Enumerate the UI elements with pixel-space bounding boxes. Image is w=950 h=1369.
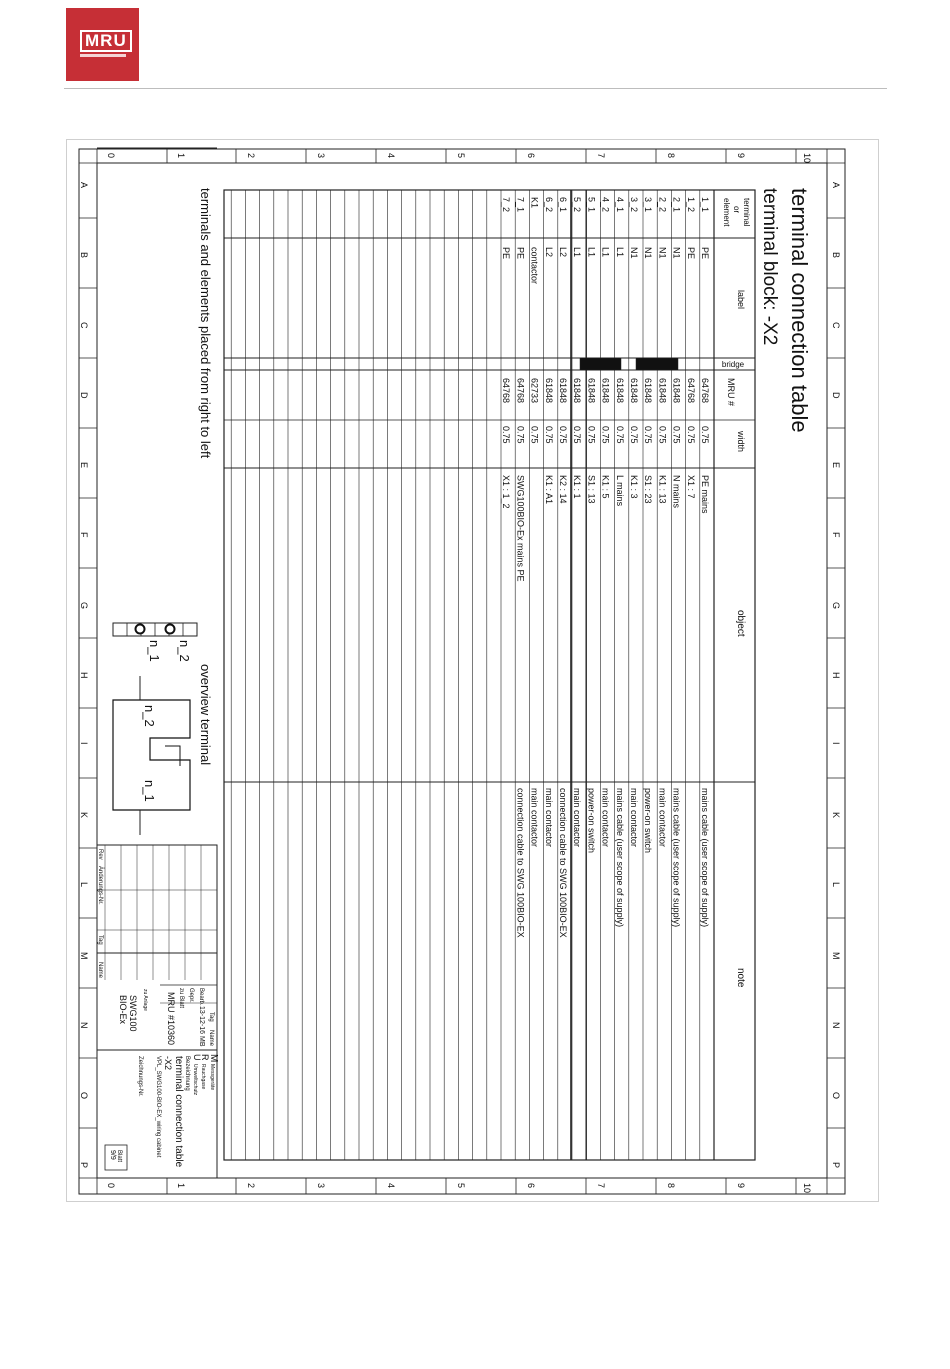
tb-company-M: M	[208, 1054, 219, 1063]
tb-date: Tag	[97, 935, 103, 945]
header-bridge: bridge	[721, 360, 745, 369]
zone-letter-right: N	[831, 1022, 841, 1029]
overview-label: overview terminal	[198, 664, 213, 766]
cell-object: L mains	[614, 475, 625, 507]
tb-bezeichnung: Bezeichnung	[184, 1056, 190, 1091]
cell-note: main contactor	[657, 788, 668, 848]
table-row	[515, 197, 525, 938]
cell-width: 0.75	[700, 426, 710, 444]
cell-label: L2	[543, 247, 554, 258]
cell-label: L2	[558, 247, 568, 258]
zone-number-bottom: 7	[596, 1183, 606, 1189]
zone-letter-left: D	[79, 392, 89, 399]
table-row	[572, 197, 582, 847]
zone-letter-left: B	[79, 252, 89, 259]
table-row	[544, 197, 554, 847]
table-row	[629, 197, 639, 847]
zone-letter-right: P	[831, 1162, 841, 1169]
zone-number-top: 5	[456, 153, 466, 159]
cell-note: main contactor	[572, 788, 583, 848]
terminal-n2-circle	[166, 625, 175, 634]
cell-mru: 61848	[572, 378, 583, 404]
zone-letter-left: C	[79, 322, 89, 329]
cell-terminal: 6_1	[558, 197, 568, 213]
cell-terminal: 1_2	[685, 197, 696, 213]
table-row	[615, 197, 625, 927]
cell-width: 0.75	[558, 426, 568, 444]
zone-number-top: 8	[666, 153, 676, 159]
cell-mru: 61848	[614, 378, 625, 404]
header-mru: MRU #	[726, 378, 736, 407]
tb-product-2: BIO-Ex	[118, 995, 128, 1025]
cell-terminal: 3_2	[629, 197, 639, 213]
bridge-marker	[580, 358, 621, 370]
zone-number-bottom: 3	[316, 1183, 326, 1189]
zone-number-top: 7	[596, 153, 606, 159]
table-row	[601, 197, 611, 847]
tb-company-2: Rauchgase	[200, 1064, 206, 1090]
header-note: note	[735, 968, 746, 988]
cell-label: N1	[629, 247, 639, 259]
cell-object: SWG100BIO-Ex mains PE	[515, 475, 526, 582]
cell-label: PE	[685, 247, 696, 260]
zone-letter-right: L	[831, 882, 841, 888]
zone-letter-left: A	[79, 182, 89, 189]
zone-number-bottom: 6	[526, 1183, 536, 1189]
cell-object: X1 : 7	[685, 475, 696, 499]
table-row	[672, 197, 682, 927]
zone-number-bottom: 8	[666, 1183, 676, 1189]
cell-note: main contactor	[629, 788, 639, 848]
cell-label: L1	[572, 247, 583, 258]
zone-letter-left: N	[79, 1022, 89, 1029]
cell-width: 0.75	[685, 426, 696, 444]
table-row	[700, 197, 710, 927]
cell-note: connection cable to SWG 100BIO-EX	[558, 788, 568, 938]
tb-company-R: R	[200, 1054, 210, 1061]
cell-object: K2 : 14	[558, 475, 568, 504]
cell-terminal: 3_1	[643, 197, 654, 213]
cell-width: 0.75	[529, 426, 540, 444]
cell-mru: 61848	[600, 378, 611, 404]
cell-object: K1 : 5	[600, 475, 611, 499]
zone-number-top: 9	[736, 153, 746, 159]
cell-mru: 61848	[671, 378, 682, 404]
zone-number-top: 10	[802, 153, 812, 164]
table-row	[586, 197, 596, 853]
table-row	[643, 197, 653, 853]
tb-hint: zu Anlage	[142, 989, 148, 1011]
zone-letter-right: G	[831, 602, 841, 610]
cell-terminal: K1	[529, 197, 540, 209]
zone-number-top: 3	[316, 153, 326, 159]
zone-letter-right: O	[831, 1092, 841, 1100]
cell-width: 0.75	[657, 426, 668, 444]
cell-terminal: 7_2	[501, 197, 512, 213]
cell-note: mains cable (user scope of supply)	[614, 788, 625, 928]
zone-letter-right: A	[831, 182, 841, 189]
tb-drawing-no: Zeichnungs-Nr.	[137, 1056, 143, 1097]
zone-number-bottom: 2	[246, 1183, 256, 1189]
cell-note: power-on switch	[643, 788, 654, 854]
tb-company-U: U	[192, 1054, 202, 1061]
cell-terminal: 7_1	[515, 197, 526, 213]
table-row	[558, 197, 568, 938]
cell-object: K1 : A1	[543, 475, 554, 505]
cell-mru: 64768	[685, 378, 696, 404]
zone-letter-left: E	[79, 462, 89, 469]
cell-width: 0.75	[643, 426, 654, 444]
tb-bearb-name: MB	[198, 1036, 205, 1047]
cell-mru: 64768	[700, 378, 710, 404]
cell-terminal: 5_2	[572, 197, 583, 213]
header-width: width	[736, 431, 746, 453]
cell-label: N1	[671, 247, 682, 259]
zone-number-bottom: 1	[176, 1183, 186, 1189]
cell-terminal: 2_1	[671, 197, 682, 213]
zone-letter-right: K	[831, 812, 841, 819]
cell-mru: 61848	[629, 378, 639, 404]
header-object: object	[735, 610, 746, 637]
cell-terminal: 5_1	[586, 197, 597, 213]
cell-object: S1 : 13	[586, 475, 597, 504]
tb-sheet-label: Blatt	[116, 1150, 122, 1163]
cell-width: 0.75	[515, 426, 526, 444]
header-terminal-or: or	[732, 206, 741, 214]
logo-text: MRU	[80, 30, 132, 52]
header-terminal: terminal	[742, 198, 751, 227]
tb-rev: Rev	[97, 849, 103, 860]
zone-letter-right: F	[831, 532, 841, 538]
cell-label: PE	[700, 247, 710, 260]
zone-letter-left: L	[79, 882, 89, 888]
cell-mru: 64768	[515, 378, 526, 404]
zone-number-top: 4	[386, 153, 396, 159]
tb-col-name: Name	[208, 1030, 214, 1047]
cell-mru: 64768	[501, 378, 512, 404]
cell-width: 0.75	[629, 426, 639, 444]
cell-width: 0.75	[614, 426, 625, 444]
header-terminal-element: element	[722, 198, 731, 227]
cell-label: N1	[643, 247, 654, 259]
cell-object: N mains	[671, 475, 682, 509]
zone-number-top: 0	[106, 153, 116, 159]
cell-label: N1	[657, 247, 668, 259]
connector-n2-label: n_2	[142, 705, 157, 727]
zone-letter-left: G	[79, 602, 89, 610]
cell-object: K1 : 1	[572, 475, 583, 499]
tb-project: MRU #10360	[166, 992, 176, 1046]
drawing-subtitle: terminal block: -X2	[759, 188, 780, 346]
cell-object: K1 : 3	[629, 475, 639, 499]
zone-letter-left: F	[79, 532, 89, 538]
zone-letter-right: I	[831, 742, 841, 745]
zone-number-bottom: 4	[386, 1183, 396, 1189]
zone-letter-left: M	[79, 952, 89, 960]
zone-number-top: 1	[176, 153, 186, 159]
header-label: label	[736, 290, 746, 310]
tb-zu: zu Blatt	[178, 988, 184, 1009]
zone-number-bottom: 10	[802, 1183, 812, 1194]
terminal-n2-label: n_2	[177, 640, 192, 662]
cell-width: 0.75	[572, 426, 583, 444]
zone-letter-right: B	[831, 252, 841, 259]
table-frame	[224, 190, 755, 1160]
cell-note: power-on switch	[586, 788, 597, 854]
table-row	[657, 197, 667, 847]
cell-label: contactor	[529, 247, 540, 285]
cell-mru: 61848	[643, 378, 654, 404]
cell-label: PE	[501, 247, 512, 260]
cell-note: main contactor	[600, 788, 611, 848]
tb-bearb: Bearb.	[198, 988, 204, 1006]
zone-number-top: 2	[246, 153, 256, 159]
zone-letter-right: D	[831, 392, 841, 399]
bridge-marker	[636, 358, 678, 370]
zone-letter-left: P	[79, 1162, 89, 1169]
cell-mru: 61848	[586, 378, 597, 404]
tb-company-3: Umweltschutz	[192, 1064, 198, 1096]
zone-number-bottom: 0	[106, 1183, 116, 1189]
side-caption: terminals and elements placed from right to left	[198, 188, 213, 459]
tb-name: Name	[97, 962, 103, 979]
zone-number-top: 6	[526, 153, 536, 159]
tb-sheet-value: 9/9	[109, 1150, 116, 1160]
connector-notch	[165, 746, 180, 766]
zone-letter-right: M	[831, 952, 841, 960]
drawing-title: terminal connection table	[787, 188, 812, 433]
cell-terminal: 2_2	[657, 197, 668, 213]
terminal-n1-label: n_1	[147, 640, 162, 662]
cell-terminal: 6_2	[543, 197, 554, 213]
cell-mru: 61848	[543, 378, 554, 404]
zone-letter-left: K	[79, 812, 89, 819]
cell-label: L1	[600, 247, 611, 258]
cell-object: K1 : 13	[657, 475, 668, 504]
table-row	[686, 197, 696, 499]
zone-number-bottom: 5	[456, 1183, 466, 1189]
cell-note: mains cable (user scope of supply)	[671, 788, 682, 928]
tb-gepr: Gepr.	[188, 988, 194, 1003]
tb-col-tag: Tag	[208, 1012, 214, 1022]
table-row	[501, 197, 511, 509]
tb-company-1: Messgeräte	[209, 1064, 215, 1091]
cell-object: X1 : 1_2	[501, 475, 512, 509]
cell-note: mains cable (user scope of supply)	[700, 788, 710, 928]
connector-n1-label: n_1	[142, 780, 157, 802]
tb-product-1: SWG100	[128, 995, 138, 1032]
cell-object: PE mains	[700, 475, 710, 514]
cell-width: 0.75	[671, 426, 682, 444]
tb-drawing-title: terminal connection table	[173, 1056, 184, 1168]
zone-letter-right: C	[831, 322, 841, 329]
cell-object: S1 : 23	[643, 475, 654, 504]
tb-change: Änderungs-Nr.	[97, 866, 103, 905]
drawing-outer-frame	[79, 149, 845, 1194]
overview-terminal	[113, 623, 197, 835]
cell-mru: 61848	[558, 378, 568, 404]
cell-label: PE	[515, 247, 526, 260]
tb-bearb-date: 13-12-16	[198, 1006, 205, 1035]
tb-filename: VPL_SWG100-BIO-EX_wiring cabinet	[155, 1056, 161, 1158]
zone-letter-left: H	[79, 672, 89, 679]
zone-letter-right: H	[831, 672, 841, 679]
zone-letter-right: E	[831, 462, 841, 469]
cell-note: connection cable to SWG 100BIO-EX	[515, 788, 526, 938]
cell-note: main contactor	[543, 788, 554, 848]
tb-drawing-block: -X2	[163, 1056, 173, 1071]
cell-width: 0.75	[543, 426, 554, 444]
cell-mru: 61848	[657, 378, 668, 404]
terminal-n1-circle	[136, 625, 145, 634]
cell-mru: 62733	[529, 378, 540, 404]
zone-letter-left: O	[79, 1092, 89, 1100]
cell-terminal: 4_1	[614, 197, 625, 213]
cell-terminal: 4_2	[600, 197, 611, 213]
cell-width: 0.75	[586, 426, 597, 444]
cell-terminal: 1_1	[700, 197, 710, 213]
zone-letter-left: I	[79, 742, 89, 745]
cell-note: main contactor	[529, 788, 540, 848]
cell-label: L1	[614, 247, 625, 258]
zone-number-bottom: 9	[736, 1183, 746, 1189]
cell-width: 0.75	[600, 426, 611, 444]
table-row	[530, 197, 540, 847]
cell-label: L1	[586, 247, 597, 258]
cell-width: 0.75	[501, 426, 512, 444]
